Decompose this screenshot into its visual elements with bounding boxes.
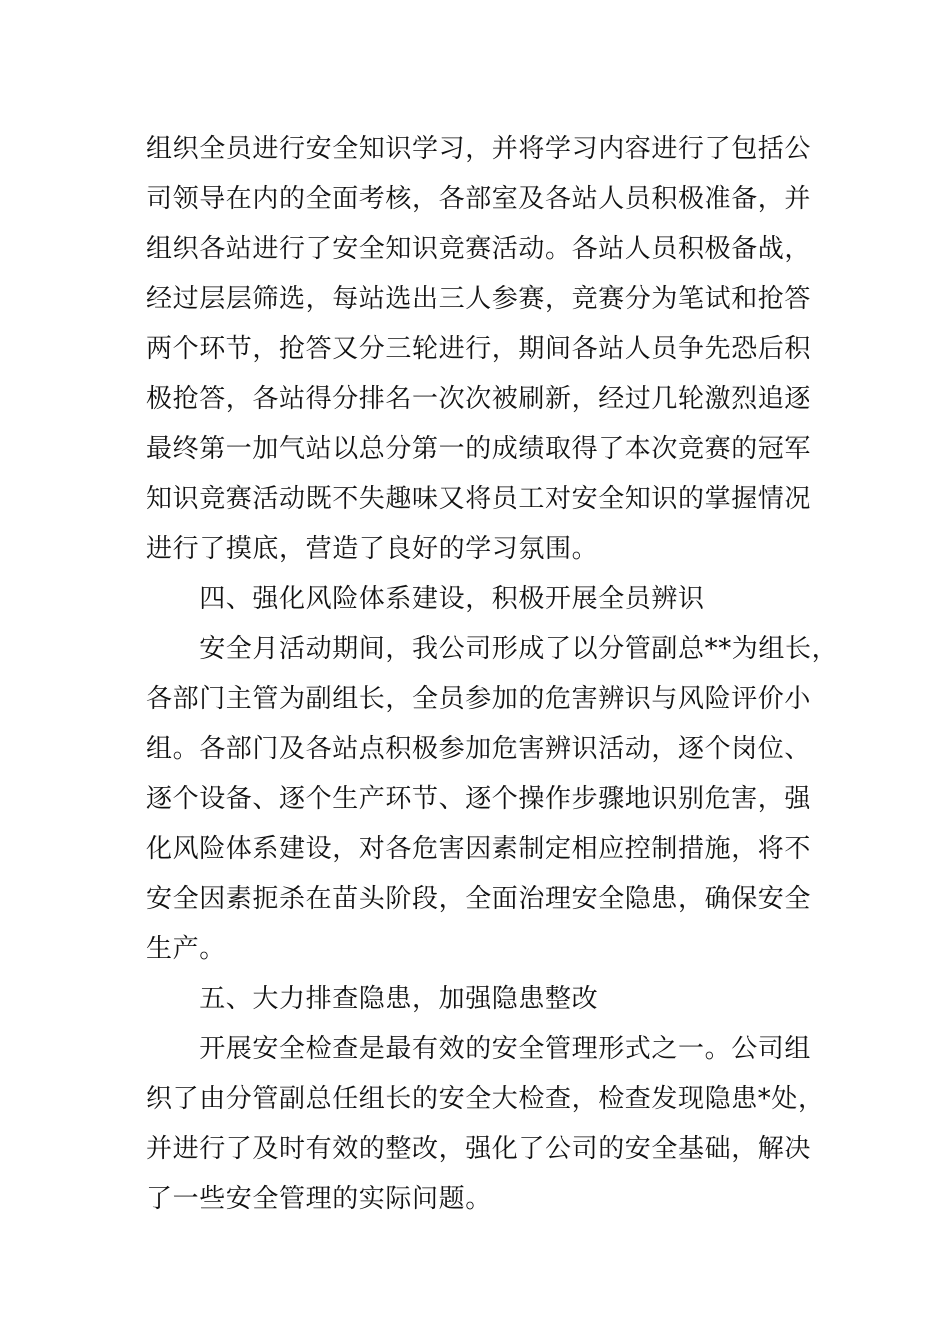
body-text-line: 司领导在内的全面考核，各部室及各站人员积极准备，并 [146, 184, 812, 214]
body-text-line: 了一些安全管理的实际问题。 [146, 1184, 492, 1214]
body-text-line: 生产。 [146, 934, 226, 964]
body-text-line: 化风险体系建设，对各危害因素制定相应控制措施，将不 [146, 834, 812, 864]
body-text-line: 组织全员进行安全知识学习，并将学习内容进行了包括公 [146, 134, 812, 164]
body-text-line: 逐个设备、逐个生产环节、逐个操作步骤地识别危害，强 [146, 784, 812, 814]
body-text-line: 织了由分管副总任组长的安全大检查，检查发现隐患*处， [146, 1084, 825, 1114]
section-heading-5: 五、大力排查隐患，加强隐患整改 [146, 984, 599, 1014]
body-text-line: 并进行了及时有效的整改，强化了公司的安全基础，解决 [146, 1134, 812, 1164]
body-text-line: 经过层层筛选，每站选出三人参赛，竞赛分为笔试和抢答 [146, 284, 812, 314]
body-text-line: 组。各部门及各站点积极参加危害辨识活动，逐个岗位、 [146, 734, 812, 764]
body-text-line: 组织各站进行了安全知识竞赛活动。各站人员积极备战， [146, 234, 812, 264]
body-text-line: 安全月活动期间，我公司形成了以分管副总**为组长， [146, 634, 839, 664]
body-text-line: 知识竞赛活动既不失趣味又将员工对安全知识的掌握情况 [146, 484, 812, 514]
body-text-line: 两个环节，抢答又分三轮进行，期间各站人员争先恐后积 [146, 334, 812, 364]
body-text-line: 开展安全检查是最有效的安全管理形式之一。公司组 [146, 1034, 812, 1064]
body-text-line: 安全因素扼杀在苗头阶段，全面治理安全隐患，确保安全 [146, 884, 812, 914]
section-heading-4: 四、强化风险体系建设，积极开展全员辨识 [146, 584, 705, 614]
body-text-line: 进行了摸底，营造了良好的学习氛围。 [146, 534, 599, 564]
body-text-line: 极抢答，各站得分排名一次次被刷新，经过几轮激烈追逐 [146, 384, 812, 414]
body-text-line: 最终第一加气站以总分第一的成绩取得了本次竞赛的冠军 [146, 434, 812, 464]
body-text-line: 各部门主管为副组长，全员参加的危害辨识与风险评价小 [146, 684, 812, 714]
